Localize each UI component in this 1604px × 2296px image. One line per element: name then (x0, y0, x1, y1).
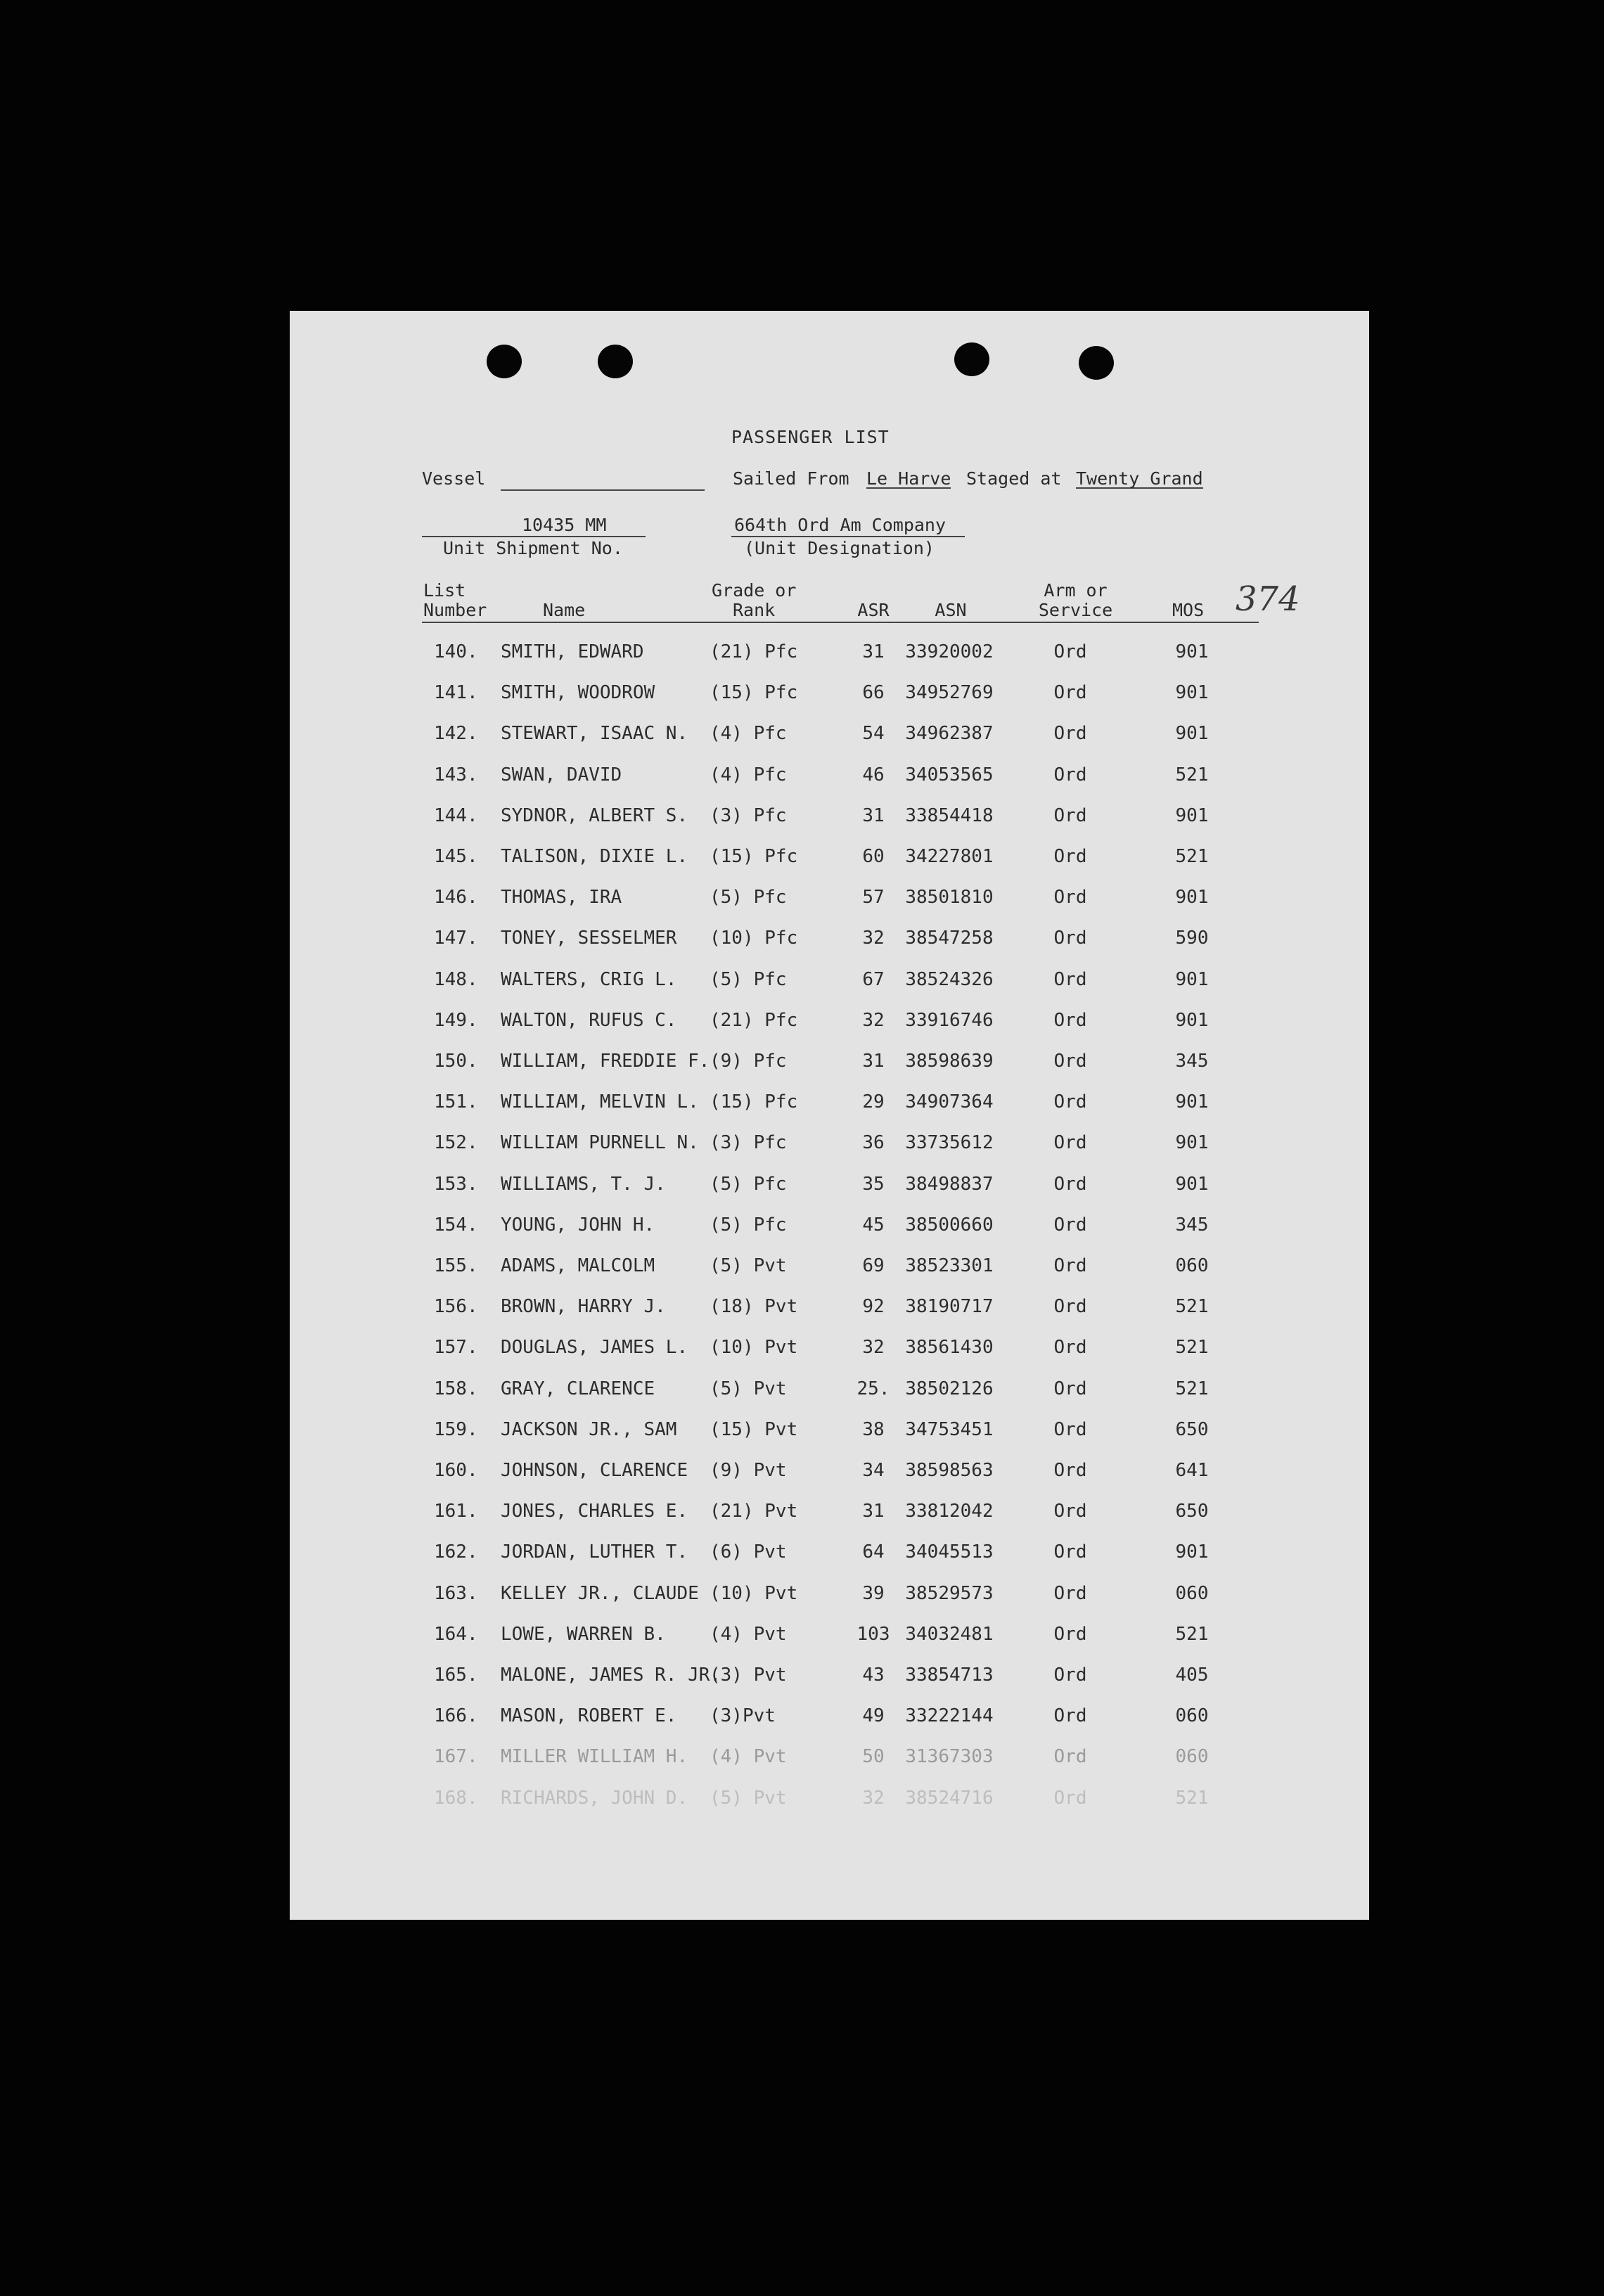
cell-asr: 31 (862, 1051, 885, 1072)
cell-grade: (10) Pfc (710, 928, 798, 949)
cell-asr: 69 (862, 1255, 885, 1276)
cell-grade: (6) Pvt (710, 1541, 787, 1563)
cell-mos: 901 (1175, 1541, 1209, 1563)
cell-grade: (15) Pvt (710, 1418, 798, 1440)
cell-arm: Ord (1053, 1337, 1087, 1359)
cell-asr: 38 (862, 1418, 885, 1440)
cell-asn: 31367303 (905, 1746, 994, 1768)
cell-mos: 901 (1175, 1173, 1209, 1195)
cell-mos: 060 (1175, 1705, 1209, 1727)
table-row (290, 1419, 1369, 1447)
cell-name: SMITH, WOODROW (501, 682, 655, 704)
cell-name: SWAN, DAVID (501, 764, 622, 785)
cell-asn: 33854418 (905, 804, 994, 826)
table-row (290, 846, 1369, 874)
cell-arm: Ord (1053, 1214, 1087, 1236)
cell-grade: (3) Pfc (710, 804, 787, 826)
cell-asn: 33222144 (905, 1705, 994, 1727)
cell-grade: (4) Pvt (710, 1623, 787, 1645)
cell-num: 167. (434, 1746, 478, 1768)
cell-num: 149. (434, 1009, 478, 1031)
cell-asn: 34907364 (905, 1091, 994, 1113)
cell-mos: 521 (1175, 1787, 1209, 1809)
cell-asr: 39 (862, 1582, 885, 1604)
cell-mos: 901 (1175, 682, 1209, 704)
cell-arm: Ord (1053, 1009, 1087, 1031)
cell-asn: 33735612 (905, 1132, 994, 1154)
cell-name: STEWART, ISAAC N. (501, 723, 688, 745)
table-row (290, 928, 1369, 956)
cell-asr: 32 (862, 928, 885, 949)
column-header-mos: MOS (1172, 600, 1205, 620)
table-row (290, 1174, 1369, 1202)
cell-name: KELLEY JR., CLAUDE (501, 1582, 699, 1604)
table-row (290, 1624, 1369, 1652)
column-header-grade: Grade or (712, 580, 797, 601)
table-row (290, 805, 1369, 833)
document-title: PASSENGER LIST (731, 427, 890, 447)
cell-mos: 345 (1175, 1214, 1209, 1236)
cell-num: 158. (434, 1378, 478, 1399)
cell-num: 159. (434, 1418, 478, 1440)
cell-asr: 92 (862, 1296, 885, 1318)
table-row (290, 1296, 1369, 1324)
table-row (290, 723, 1369, 751)
cell-num: 156. (434, 1296, 478, 1318)
cell-asr: 35 (862, 1173, 885, 1195)
cell-arm: Ord (1053, 1623, 1087, 1645)
cell-num: 164. (434, 1623, 478, 1645)
cell-asn: 38547258 (905, 928, 994, 949)
cell-arm: Ord (1053, 1746, 1087, 1768)
cell-name: WALTON, RUFUS C. (501, 1009, 677, 1031)
table-row (290, 1541, 1369, 1570)
cell-grade: (21) Pfc (710, 641, 798, 662)
table-row (290, 641, 1369, 669)
cell-arm: Ord (1053, 1501, 1087, 1522)
cell-asr: 32 (862, 1337, 885, 1359)
table-row (290, 1214, 1369, 1243)
cell-asn: 34952769 (905, 682, 994, 704)
table-row (290, 1788, 1369, 1816)
cell-name: MASON, ROBERT E. (501, 1705, 677, 1727)
document-page (290, 311, 1369, 1920)
cell-mos: 590 (1175, 928, 1209, 949)
cell-grade: (3)Pvt (710, 1705, 776, 1727)
table-row (290, 1460, 1369, 1488)
cell-grade: (5) Pfc (710, 1173, 787, 1195)
cell-asr: 29 (862, 1091, 885, 1113)
column-header-arm: Arm or (1044, 580, 1108, 601)
cell-name: WILLIAMS, T. J. (501, 1173, 666, 1195)
cell-num: 155. (434, 1255, 478, 1276)
cell-asr: 45 (862, 1214, 885, 1236)
cell-arm: Ord (1053, 1787, 1087, 1809)
cell-asn: 33920002 (905, 641, 994, 662)
cell-name: JACKSON JR., SAM (501, 1418, 677, 1440)
cell-arm: Ord (1053, 1051, 1087, 1072)
staged-at-label: Staged at (966, 468, 1062, 489)
table-row (290, 1378, 1369, 1406)
cell-num: 163. (434, 1582, 478, 1604)
cell-asr: 57 (862, 887, 885, 909)
table-row (290, 1255, 1369, 1283)
cell-name: MALONE, JAMES R. JR. (501, 1665, 721, 1686)
cell-name: SMITH, EDWARD (501, 641, 644, 662)
cell-grade: (15) Pfc (710, 1091, 798, 1113)
cell-name: MILLER WILLIAM H. (501, 1746, 688, 1768)
cell-asr: 31 (862, 641, 885, 662)
cell-num: 154. (434, 1214, 478, 1236)
cell-name: ADAMS, MALCOLM (501, 1255, 655, 1276)
table-row (290, 1583, 1369, 1611)
punch-hole (487, 345, 522, 378)
column-header-list-number: List (423, 580, 466, 601)
column-header-asn: ASN (935, 600, 967, 620)
cell-name: JORDAN, LUTHER T. (501, 1541, 688, 1563)
table-row (290, 1746, 1369, 1774)
cell-mos: 521 (1175, 764, 1209, 785)
cell-arm: Ord (1053, 1173, 1087, 1195)
cell-name: SYDNOR, ALBERT S. (501, 804, 688, 826)
cell-asr: 60 (862, 846, 885, 867)
cell-grade: (15) Pfc (710, 682, 798, 704)
cell-name: WILLIAM, MELVIN L. (501, 1091, 699, 1113)
table-row (290, 1051, 1369, 1079)
cell-asr: 32 (862, 1009, 885, 1031)
cell-asr: 36 (862, 1132, 885, 1154)
cell-grade: (5) Pvt (710, 1255, 787, 1276)
cell-mos: 521 (1175, 1378, 1209, 1399)
unit-designation-value: 664th Ord Am Company (734, 515, 947, 535)
table-row (290, 969, 1369, 997)
cell-arm: Ord (1053, 1091, 1087, 1113)
cell-num: 166. (434, 1705, 478, 1727)
cell-arm: Ord (1053, 968, 1087, 990)
sailed-from-label: Sailed From (733, 468, 849, 489)
table-row (290, 1132, 1369, 1160)
cell-asr: 43 (862, 1665, 885, 1686)
punch-hole (1079, 346, 1114, 380)
cell-asn: 38598639 (905, 1051, 994, 1072)
cell-arm: Ord (1053, 764, 1087, 785)
cell-asr: 66 (862, 682, 885, 704)
cell-arm: Ord (1053, 1705, 1087, 1727)
cell-name: GRAY, CLARENCE (501, 1378, 655, 1399)
cell-asn: 38523301 (905, 1255, 994, 1276)
table-row (290, 887, 1369, 915)
cell-mos: 901 (1175, 887, 1209, 909)
sailed-from-value: Le Harve (866, 468, 951, 489)
cell-asn: 38500660 (905, 1214, 994, 1236)
cell-asn: 38524326 (905, 968, 994, 990)
cell-asr: 25. (856, 1378, 890, 1399)
cell-num: 161. (434, 1501, 478, 1522)
cell-asn: 38598563 (905, 1460, 994, 1481)
cell-grade: (9) Pvt (710, 1460, 787, 1481)
cell-mos: 345 (1175, 1051, 1209, 1072)
cell-mos: 901 (1175, 968, 1209, 990)
punch-hole (954, 342, 989, 376)
cell-asn: 38561430 (905, 1337, 994, 1359)
cell-num: 147. (434, 928, 478, 949)
cell-arm: Ord (1053, 887, 1087, 909)
cell-asr: 49 (862, 1705, 885, 1727)
cell-asr: 46 (862, 764, 885, 785)
cell-num: 165. (434, 1665, 478, 1686)
cell-mos: 650 (1175, 1418, 1209, 1440)
cell-num: 168. (434, 1787, 478, 1809)
unit-shipment-label: Unit Shipment No. (443, 538, 623, 558)
vessel-field (501, 470, 705, 491)
column-header-asr: ASR (857, 600, 890, 620)
cell-grade: (5) Pfc (710, 1214, 787, 1236)
cell-name: DOUGLAS, JAMES L. (501, 1337, 688, 1359)
header-divider (422, 622, 1259, 623)
cell-asn: 34032481 (905, 1623, 994, 1645)
cell-asr: 54 (862, 723, 885, 745)
table-row (290, 682, 1369, 710)
cell-name: JONES, CHARLES E. (501, 1501, 688, 1522)
table-row (290, 1665, 1369, 1693)
cell-asn: 38502126 (905, 1378, 994, 1399)
cell-grade: (10) Pvt (710, 1582, 798, 1604)
cell-asr: 32 (862, 1787, 885, 1809)
cell-name: LOWE, WARREN B. (501, 1623, 666, 1645)
cell-num: 162. (434, 1541, 478, 1563)
cell-num: 146. (434, 887, 478, 909)
cell-mos: 521 (1175, 1337, 1209, 1359)
cell-arm: Ord (1053, 1255, 1087, 1276)
cell-grade: (5) Pfc (710, 887, 787, 909)
cell-asr: 64 (862, 1541, 885, 1563)
cell-arm: Ord (1053, 846, 1087, 867)
cell-arm: Ord (1053, 1665, 1087, 1686)
cell-name: WILLIAM, FREDDIE F. (501, 1051, 710, 1072)
cell-arm: Ord (1053, 1418, 1087, 1440)
cell-arm: Ord (1053, 723, 1087, 745)
cell-asr: 31 (862, 1501, 885, 1522)
cell-asn: 34227801 (905, 846, 994, 867)
cell-num: 140. (434, 641, 478, 662)
cell-arm: Ord (1053, 1378, 1087, 1399)
cell-num: 148. (434, 968, 478, 990)
table-row (290, 1501, 1369, 1529)
cell-mos: 060 (1175, 1582, 1209, 1604)
cell-mos: 521 (1175, 846, 1209, 867)
cell-asr: 67 (862, 968, 885, 990)
table-row (290, 764, 1369, 793)
table-row (290, 1010, 1369, 1038)
cell-asn: 34045513 (905, 1541, 994, 1563)
cell-grade: (3) Pvt (710, 1665, 787, 1686)
cell-arm: Ord (1053, 1296, 1087, 1318)
cell-mos: 650 (1175, 1501, 1209, 1522)
cell-grade: (5) Pfc (710, 968, 787, 990)
cell-grade: (15) Pfc (710, 846, 798, 867)
column-header-name: Name (543, 600, 586, 620)
cell-num: 144. (434, 804, 478, 826)
cell-name: RICHARDS, JOHN D. (501, 1787, 688, 1809)
cell-grade: (4) Pvt (710, 1746, 787, 1768)
cell-mos: 521 (1175, 1623, 1209, 1645)
cell-name: WALTERS, CRIG L. (501, 968, 677, 990)
cell-grade: (10) Pvt (710, 1337, 798, 1359)
column-header-arm: Service (1038, 600, 1113, 620)
cell-grade: (21) Pfc (710, 1009, 798, 1031)
cell-name: TALISON, DIXIE L. (501, 846, 688, 867)
cell-asr: 34 (862, 1460, 885, 1481)
cell-mos: 060 (1175, 1255, 1209, 1276)
cell-asn: 34962387 (905, 723, 994, 745)
unit-designation-label: (Unit Designation) (744, 538, 935, 558)
page-number-stamp: 374 (1236, 579, 1300, 619)
cell-asn: 34753451 (905, 1418, 994, 1440)
cell-arm: Ord (1053, 641, 1087, 662)
cell-arm: Ord (1053, 804, 1087, 826)
cell-name: BROWN, HARRY J. (501, 1296, 666, 1318)
cell-mos: 521 (1175, 1296, 1209, 1318)
cell-mos: 901 (1175, 1091, 1209, 1113)
cell-num: 153. (434, 1173, 478, 1195)
cell-name: THOMAS, IRA (501, 887, 622, 909)
column-header-grade: Rank (733, 600, 776, 620)
cell-mos: 060 (1175, 1746, 1209, 1768)
cell-arm: Ord (1053, 1582, 1087, 1604)
cell-grade: (5) Pvt (710, 1378, 787, 1399)
cell-arm: Ord (1053, 928, 1087, 949)
cell-num: 141. (434, 682, 478, 704)
cell-mos: 901 (1175, 1009, 1209, 1031)
cell-mos: 405 (1175, 1665, 1209, 1686)
cell-grade: (3) Pfc (710, 1132, 787, 1154)
cell-name: YOUNG, JOHN H. (501, 1214, 655, 1236)
cell-asn: 38190717 (905, 1296, 994, 1318)
table-row (290, 1091, 1369, 1120)
cell-asn: 33812042 (905, 1501, 994, 1522)
cell-num: 152. (434, 1132, 478, 1154)
cell-asn: 33854713 (905, 1665, 994, 1686)
unit-shipment-value: 10435 MM (522, 515, 607, 535)
column-header-list-number: Number (423, 600, 487, 620)
divider (422, 536, 646, 537)
cell-num: 145. (434, 846, 478, 867)
cell-mos: 901 (1175, 723, 1209, 745)
cell-asn: 34053565 (905, 764, 994, 785)
cell-asn: 38498837 (905, 1173, 994, 1195)
cell-arm: Ord (1053, 1541, 1087, 1563)
cell-asr: 50 (862, 1746, 885, 1768)
table-row (290, 1337, 1369, 1365)
cell-grade: (21) Pvt (710, 1501, 798, 1522)
cell-num: 150. (434, 1051, 478, 1072)
cell-grade: (18) Pvt (710, 1296, 798, 1318)
cell-mos: 901 (1175, 1132, 1209, 1154)
cell-arm: Ord (1053, 1460, 1087, 1481)
cell-asn: 38524716 (905, 1787, 994, 1809)
cell-mos: 901 (1175, 804, 1209, 826)
cell-name: JOHNSON, CLARENCE (501, 1460, 688, 1481)
cell-num: 151. (434, 1091, 478, 1113)
cell-asr: 31 (862, 804, 885, 826)
table-row (290, 1705, 1369, 1733)
cell-num: 143. (434, 764, 478, 785)
cell-grade: (9) Pfc (710, 1051, 787, 1072)
cell-mos: 641 (1175, 1460, 1209, 1481)
cell-mos: 901 (1175, 641, 1209, 662)
punch-hole (598, 345, 633, 378)
cell-grade: (5) Pvt (710, 1787, 787, 1809)
cell-num: 160. (434, 1460, 478, 1481)
cell-asn: 38501810 (905, 887, 994, 909)
cell-name: WILLIAM PURNELL N. (501, 1132, 699, 1154)
vessel-label: Vessel (422, 468, 486, 489)
cell-name: TONEY, SESSELMER (501, 928, 677, 949)
cell-grade: (4) Pfc (710, 764, 787, 785)
cell-asn: 33916746 (905, 1009, 994, 1031)
cell-asr: 103 (856, 1623, 890, 1645)
cell-num: 157. (434, 1337, 478, 1359)
cell-num: 142. (434, 723, 478, 745)
cell-arm: Ord (1053, 682, 1087, 704)
staged-at-value: Twenty Grand (1076, 468, 1203, 489)
cell-arm: Ord (1053, 1132, 1087, 1154)
cell-grade: (4) Pfc (710, 723, 787, 745)
cell-asn: 38529573 (905, 1582, 994, 1604)
divider (731, 536, 965, 537)
